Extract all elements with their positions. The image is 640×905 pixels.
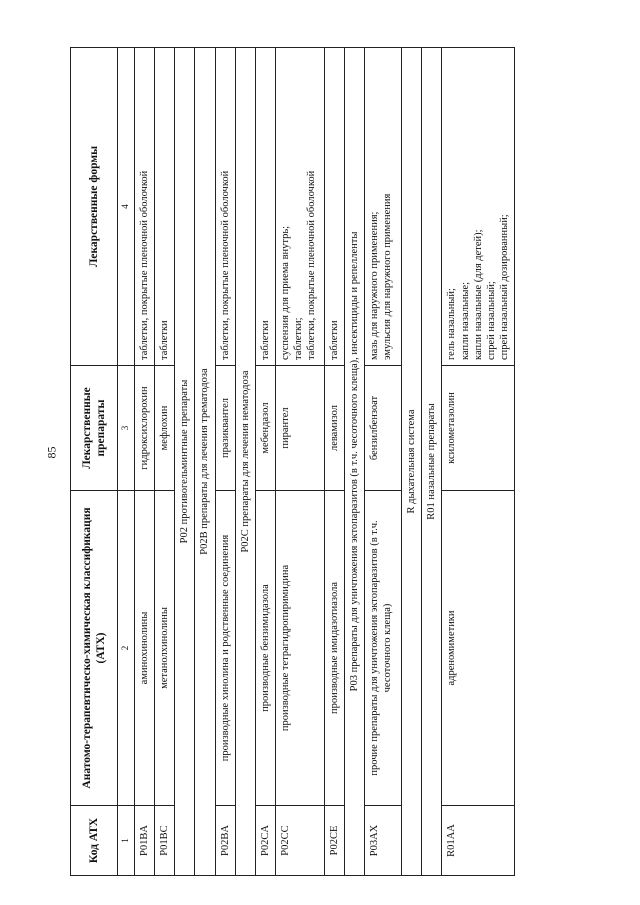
drug-cell: левамизол	[324, 366, 344, 491]
column-number: 2	[118, 491, 135, 806]
table-body	[118, 48, 515, 876]
forms-cell	[442, 48, 515, 366]
section-title: R01 назальные препараты	[422, 48, 442, 876]
section-row	[422, 48, 442, 876]
table-stage	[70, 48, 596, 876]
table-row	[324, 48, 344, 876]
dosage-form: таблетки	[259, 320, 271, 360]
table-row	[442, 48, 515, 876]
section-title: P03 препараты для уничтожения эктопаразитов (в т.ч. чесоточного клеща), инсектициды и репелленты	[345, 48, 365, 876]
section-title: R дыхательная система	[402, 48, 422, 876]
table-row	[135, 48, 155, 876]
section-row	[235, 48, 255, 876]
dosage-form: суспензия для приема внутрь;	[279, 225, 291, 360]
dosage-form: капли назальные (для детей);	[472, 229, 484, 360]
dosage-form: мазь для наружного применения;	[369, 211, 381, 360]
atc-table	[70, 47, 515, 876]
atc-code-cell: P02CA	[255, 806, 275, 876]
classification-cell: метанолхинолины	[155, 491, 175, 806]
section-row	[402, 48, 422, 876]
section-title: P02C препараты для лечения нематодоза	[235, 48, 255, 876]
dosage-form: таблетки, покрытые пленочной оболочкой	[219, 170, 231, 360]
classification-cell: производные имидазотиазола	[324, 491, 344, 806]
classification-cell: прочие препараты для уничтожения эктопаразитов (в т.ч. чесоточного клеща)	[365, 491, 402, 806]
section-row	[345, 48, 365, 876]
forms-cell	[215, 48, 235, 366]
dosage-form: спрей назальный дозированный;	[498, 214, 510, 360]
classification-cell: производные бензимидазола	[255, 491, 275, 806]
page-number: 85	[44, 446, 59, 459]
drug-cell: ксилометазолин	[442, 366, 515, 491]
header-classification: Анатомо-терапевтическо-химическая классификация (АТХ)	[71, 491, 118, 806]
drug-cell: бензилбензоат	[365, 366, 402, 491]
section-row	[195, 48, 215, 876]
table-row	[155, 48, 175, 876]
atc-code-cell: P03AX	[365, 806, 402, 876]
drug-cell: мебендазол	[255, 366, 275, 491]
forms-cell	[135, 48, 155, 366]
header-code: Код АТХ	[71, 806, 118, 876]
drug-cell: празиквантел	[215, 366, 235, 491]
atc-code-cell: P01BA	[135, 806, 155, 876]
dosage-form: таблетки	[159, 320, 171, 360]
table-row	[365, 48, 402, 876]
atc-code-cell: P02CC	[275, 806, 324, 876]
header-row	[71, 48, 118, 876]
forms-cell	[155, 48, 175, 366]
dosage-form: таблетки, покрытые пленочной оболочкой	[139, 170, 150, 360]
drug-cell: пирантел	[275, 366, 324, 491]
forms-cell	[324, 48, 344, 366]
section-title: P02B препараты для лечения трематодоза	[195, 48, 215, 876]
section-row	[175, 48, 195, 876]
classification-cell: производные тетрагидропиримидина	[275, 491, 324, 806]
column-number: 4	[118, 48, 135, 366]
table-row	[215, 48, 235, 876]
dosage-form: спрей назальный;	[485, 281, 497, 360]
drug-cell: гидроксихлорохин	[135, 366, 155, 491]
forms-cell	[275, 48, 324, 366]
column-number: 3	[118, 366, 135, 491]
section-title: P02 противогельминтные препараты	[175, 48, 195, 876]
rotated-table-area	[70, 48, 596, 876]
column-number-row	[118, 48, 135, 876]
dosage-form: таблетки, покрытые пленочной оболочкой	[306, 170, 318, 360]
atc-code-cell: P02CE	[324, 806, 344, 876]
column-number: 1	[118, 806, 135, 876]
table-row	[275, 48, 324, 876]
classification-cell: адреномиметики	[442, 491, 515, 806]
dosage-form: капли назальные;	[459, 281, 471, 360]
header-forms: Лекарственные формы	[71, 48, 118, 366]
drug-cell: мефлохин	[155, 366, 175, 491]
dosage-form: таблетки;	[293, 317, 304, 360]
atc-code-cell: P01BC	[155, 806, 175, 876]
forms-cell	[365, 48, 402, 366]
header-drugs: Лекарственные препараты	[71, 366, 118, 491]
classification-cell: аминохинолины	[135, 491, 155, 806]
classification-cell: производные хинолина и родственные соединения	[215, 491, 235, 806]
dosage-form: гель назальный;	[446, 288, 458, 360]
table-row	[255, 48, 275, 876]
dosage-form: эмульсия для наружного применения	[382, 193, 394, 360]
atc-code-cell: P02BA	[215, 806, 235, 876]
forms-cell	[255, 48, 275, 366]
atc-code-cell: R01AA	[442, 806, 515, 876]
dosage-form: таблетки	[328, 320, 340, 360]
